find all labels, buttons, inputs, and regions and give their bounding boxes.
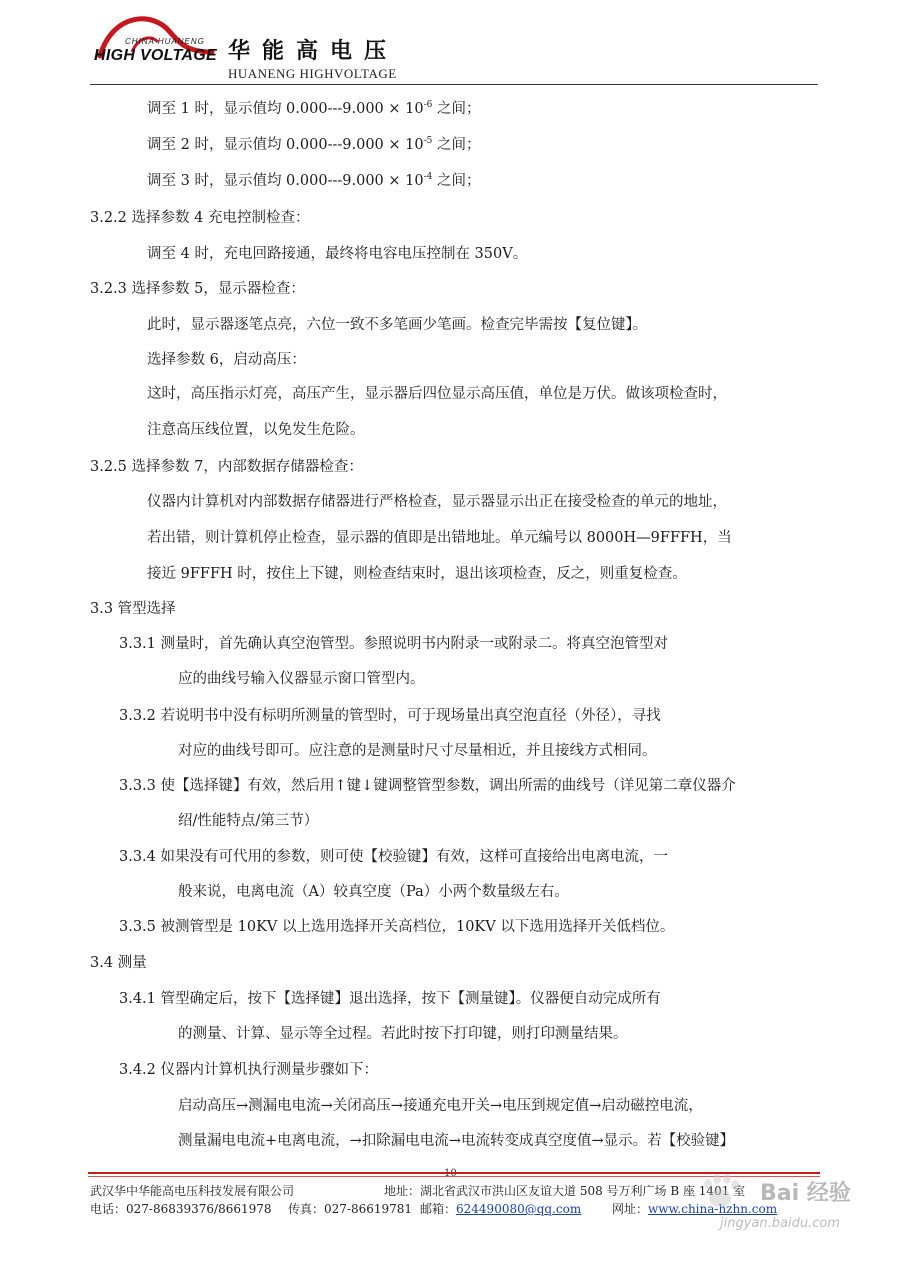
body-line: 注意高压线位置，以免发生危险。	[147, 422, 365, 438]
footer-company: 武汉华中华能高电压科技发展有限公司	[90, 1184, 295, 1198]
body-line: 3.3.4 如果没有可代用的参数，则可使【校验键】有效，这样可直接给出电离电流，一	[119, 849, 669, 865]
section-heading: 3.4 测量	[90, 955, 147, 971]
body-line: 的测量、计算、显示等全过程。若此时按下打印键，则打印测量结果。	[178, 1026, 628, 1042]
body-line: 调至 1 时，显示值均 $0.000---9.000 \times 10^{-6}$ 之间；	[147, 100, 481, 117]
body-line: 这时，高压指示灯亮，高压产生，显示器后四位显示高压值，单位是万伏。做该项检查时，	[147, 386, 727, 402]
body-line: 测量漏电电流+电离电流，→扣除漏电电流→电流转变成真空度值→显示。若【校验键】	[178, 1133, 735, 1149]
body-line: 3.4.1 管型确定后，按下【选择键】退出选择，按下【测量键】。仪器便自动完成所有	[119, 991, 661, 1007]
body-line: 调至 3 时，显示值均 $0.000---9.000 \times 10^{-4}$ 之间；	[147, 172, 481, 189]
footer-address: 地址：湖北省武汉市洪山区友谊大道 508 号万利广场 B 座 1401 室	[384, 1184, 746, 1198]
body-line: 应的曲线号输入仪器显示窗口管型内。	[178, 671, 425, 687]
body-line: 3.3.5 被测管型是 10KV 以上选用选择开关高档位，10KV 以下选用选择开关低档位。	[119, 919, 675, 935]
section-heading: 3.2.3 选择参数 5，显示器检查：	[90, 281, 305, 297]
logo-main-text: HIGH VOLTAGE	[94, 47, 218, 64]
footer-email: 邮箱：624490080@qq.com	[420, 1202, 582, 1216]
body-line: 若出错，则计算机停止检查，显示器的值即是出错地址。单元编号以 8000H—9FFFH，当	[147, 530, 732, 546]
section-heading: 3.3 管型选择	[90, 601, 176, 617]
section-heading: 3.2.5 选择参数 7，内部数据存储器检查：	[90, 459, 363, 475]
body-line: 3.3.2 若说明书中没有标明所测量的管型时，可于现场量出真空泡直径（外径），寻找	[119, 708, 661, 724]
watermark-text: Bai 经验	[760, 1181, 851, 1206]
body-line: 仪器内计算机对内部数据存储器进行严格检查，显示器显示出正在接受检查的单元的地址，	[147, 494, 727, 510]
section-heading: 3.2.2 选择参数 4 充电控制检查：	[90, 210, 310, 226]
footer-fax: 传真：027-86619781	[288, 1202, 413, 1216]
website-link[interactable]: www.china-hzhn.com	[648, 1202, 778, 1216]
footer-website: 网址：www.china-hzhn.com	[612, 1202, 778, 1216]
body-line: 般来说，电离电流（A）较真空度（Pa）小两个数量级左右。	[178, 884, 569, 900]
footer-phone: 电话：027-86839376/8661978	[90, 1202, 272, 1216]
body-line: 接近 9FFFH 时，按住上下键，则检查结束时，退出该项检查，反之，则重复检查。	[147, 566, 687, 582]
body-line: 调至 4 时，充电回路接通，最终将电容电压控制在 350V。	[147, 246, 528, 262]
body-line: 绍/性能特点/第三节）	[178, 813, 319, 829]
body-line: 选择参数 6，启动高压：	[147, 352, 306, 368]
body-line: 3.3.3 使【选择键】有效，然后用↑键↓键调整管型参数，调出所需的曲线号（详见第二章仪器介	[119, 778, 736, 794]
brand-english-name: HUANENG HIGHVOLTAGE	[228, 66, 397, 81]
email-link[interactable]: 624490080@qq.com	[456, 1202, 582, 1216]
body-line: 启动高压→测漏电电流→关闭高压→接通充电开关→电压到规定值→启动磁控电流，	[178, 1098, 703, 1114]
body-line: 3.4.2 仪器内计算机执行测量步骤如下：	[119, 1062, 379, 1078]
watermark-url: jingyan.baidu.com	[720, 1216, 840, 1231]
header-divider	[90, 84, 818, 85]
brand-chinese-name: 华能高电压	[228, 39, 399, 64]
body-line: 调至 2 时，显示值均 $0.000---9.000 \times 10^{-5}$ 之间；	[147, 136, 481, 153]
body-line: 3.3.1 测量时，首先确认真空泡管型。参照说明书内附录一或附录二。将真空泡管型对	[119, 636, 669, 652]
body-line: 对应的曲线号即可。应注意的是测量时尺寸尽量相近，并且接线方式相同。	[178, 743, 657, 759]
body-line: 此时，显示器逐笔点亮，六位一致不多笔画少笔画。检查完毕需按【复位键】。	[147, 317, 648, 333]
logo-subtext: CHINA HUANENG	[125, 37, 205, 46]
